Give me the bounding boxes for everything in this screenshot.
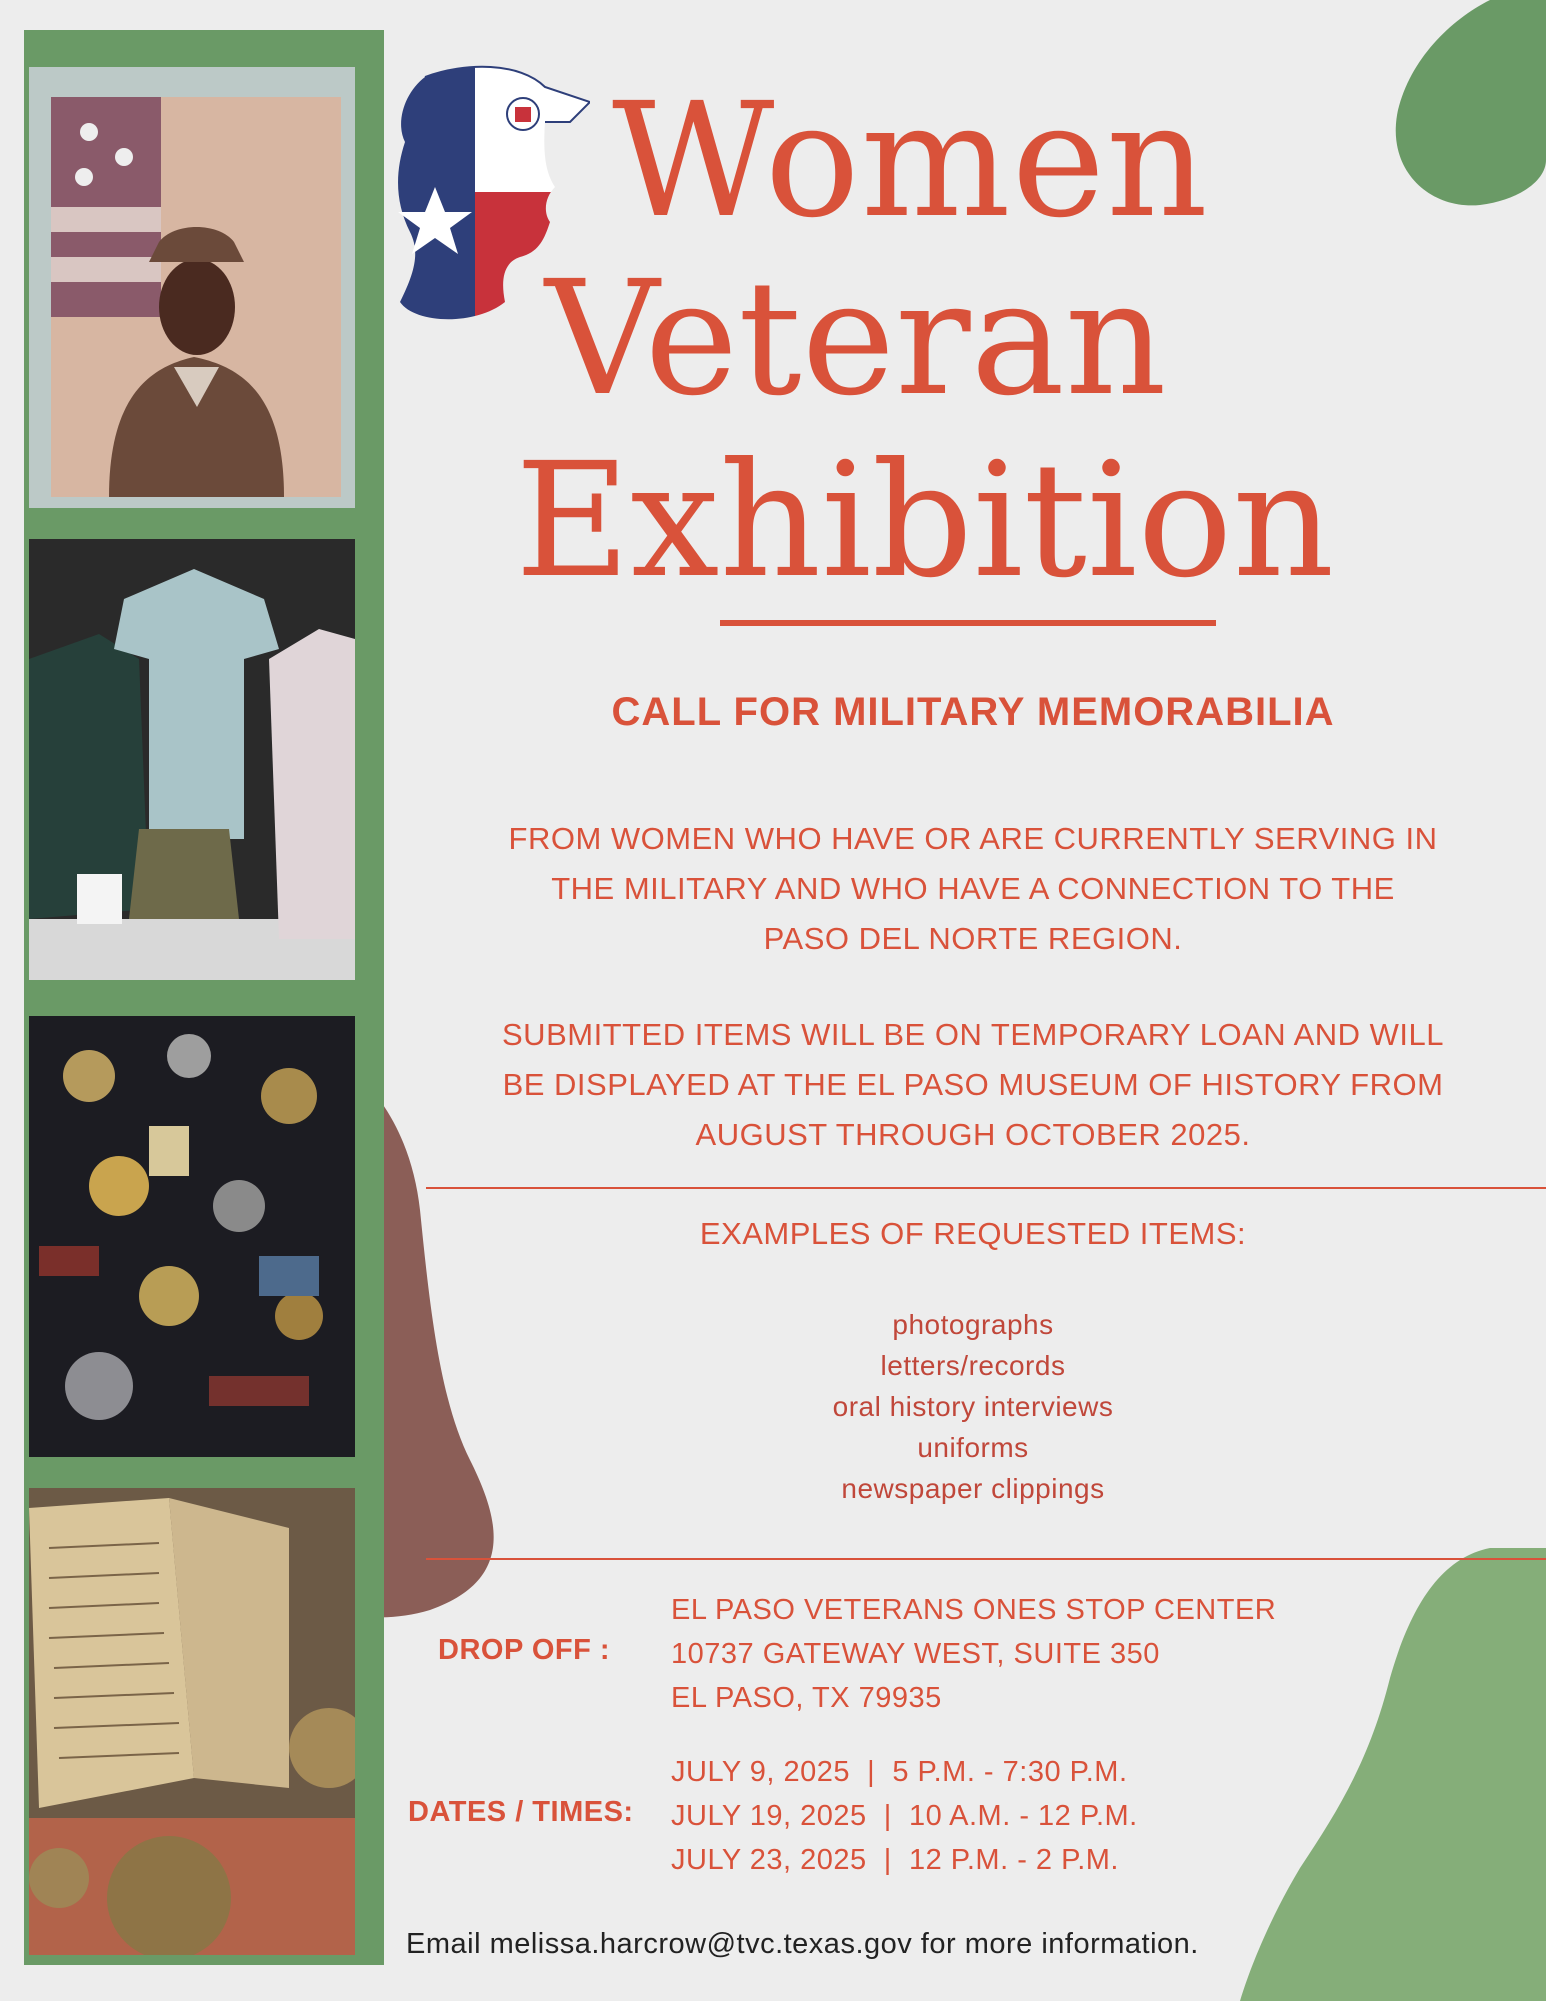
green-blob-bottom-right bbox=[1240, 1548, 1546, 2001]
address-line: EL PASO VETERANS ONES STOP CENTER bbox=[671, 1594, 1277, 1626]
dates-times-list bbox=[671, 1750, 1138, 1882]
section-divider bbox=[426, 1187, 1546, 1189]
address-line: EL PASO, TX 79935 bbox=[671, 1682, 942, 1714]
examples-list bbox=[400, 1304, 1546, 1509]
veteran-portrait-photo bbox=[29, 67, 355, 508]
title-line-exhibition: Exhibition bbox=[515, 429, 1335, 613]
title-line-veteran: Veteran bbox=[545, 247, 1167, 431]
dates-label: DATES / TIMES: bbox=[408, 1796, 634, 1828]
paragraph-line: AUGUST THROUGH OCTOBER 2025. bbox=[695, 1117, 1251, 1152]
list-item: uniforms bbox=[917, 1432, 1029, 1463]
uniforms-display-photo bbox=[29, 539, 355, 980]
eligibility-paragraph bbox=[400, 814, 1546, 964]
address-line: 10737 GATEWAY WEST, SUITE 350 bbox=[671, 1638, 1160, 1670]
date-line: JULY 19, 2025 | 10 A.M. - 12 P.M. bbox=[671, 1800, 1138, 1832]
loan-paragraph bbox=[400, 1010, 1546, 1160]
list-item: oral history interviews bbox=[832, 1391, 1114, 1422]
date-line: JULY 23, 2025 | 12 P.M. - 2 P.M. bbox=[671, 1844, 1119, 1876]
list-item: photographs bbox=[892, 1309, 1054, 1340]
paragraph-line: FROM WOMEN WHO HAVE OR ARE CURRENTLY SERVING IN bbox=[508, 821, 1438, 856]
paragraph-line: BE DISPLAYED AT THE EL PASO MUSEUM OF HISTORY FROM bbox=[502, 1067, 1444, 1102]
title-underline bbox=[720, 620, 1216, 626]
title-line-women: Women bbox=[612, 69, 1209, 253]
section-divider bbox=[426, 1558, 1546, 1560]
dropoff-label: DROP OFF : bbox=[438, 1634, 611, 1666]
photo-sidebar bbox=[24, 30, 384, 1965]
letters-medals-photo bbox=[29, 1488, 355, 1955]
paragraph-line: THE MILITARY AND WHO HAVE A CONNECTION TO THE bbox=[551, 871, 1395, 906]
examples-heading: EXAMPLES OF REQUESTED ITEMS: bbox=[699, 1216, 1247, 1251]
medals-photo bbox=[29, 1016, 355, 1457]
call-subtitle: CALL FOR MILITARY MEMORABILIA bbox=[611, 690, 1335, 734]
dropoff-address bbox=[671, 1588, 1276, 1720]
list-item: letters/records bbox=[880, 1350, 1066, 1381]
green-blob-top-right bbox=[1390, 0, 1546, 215]
email-contact: Email melissa.harcrow@tvc.texas.gov for more information. bbox=[406, 1928, 1199, 1960]
date-line: JULY 9, 2025 | 5 P.M. - 7:30 P.M. bbox=[671, 1756, 1128, 1788]
paragraph-line: PASO DEL NORTE REGION. bbox=[763, 921, 1183, 956]
list-item: newspaper clippings bbox=[841, 1473, 1105, 1504]
paragraph-line: SUBMITTED ITEMS WILL BE ON TEMPORARY LOAN AND WILL bbox=[502, 1017, 1444, 1052]
